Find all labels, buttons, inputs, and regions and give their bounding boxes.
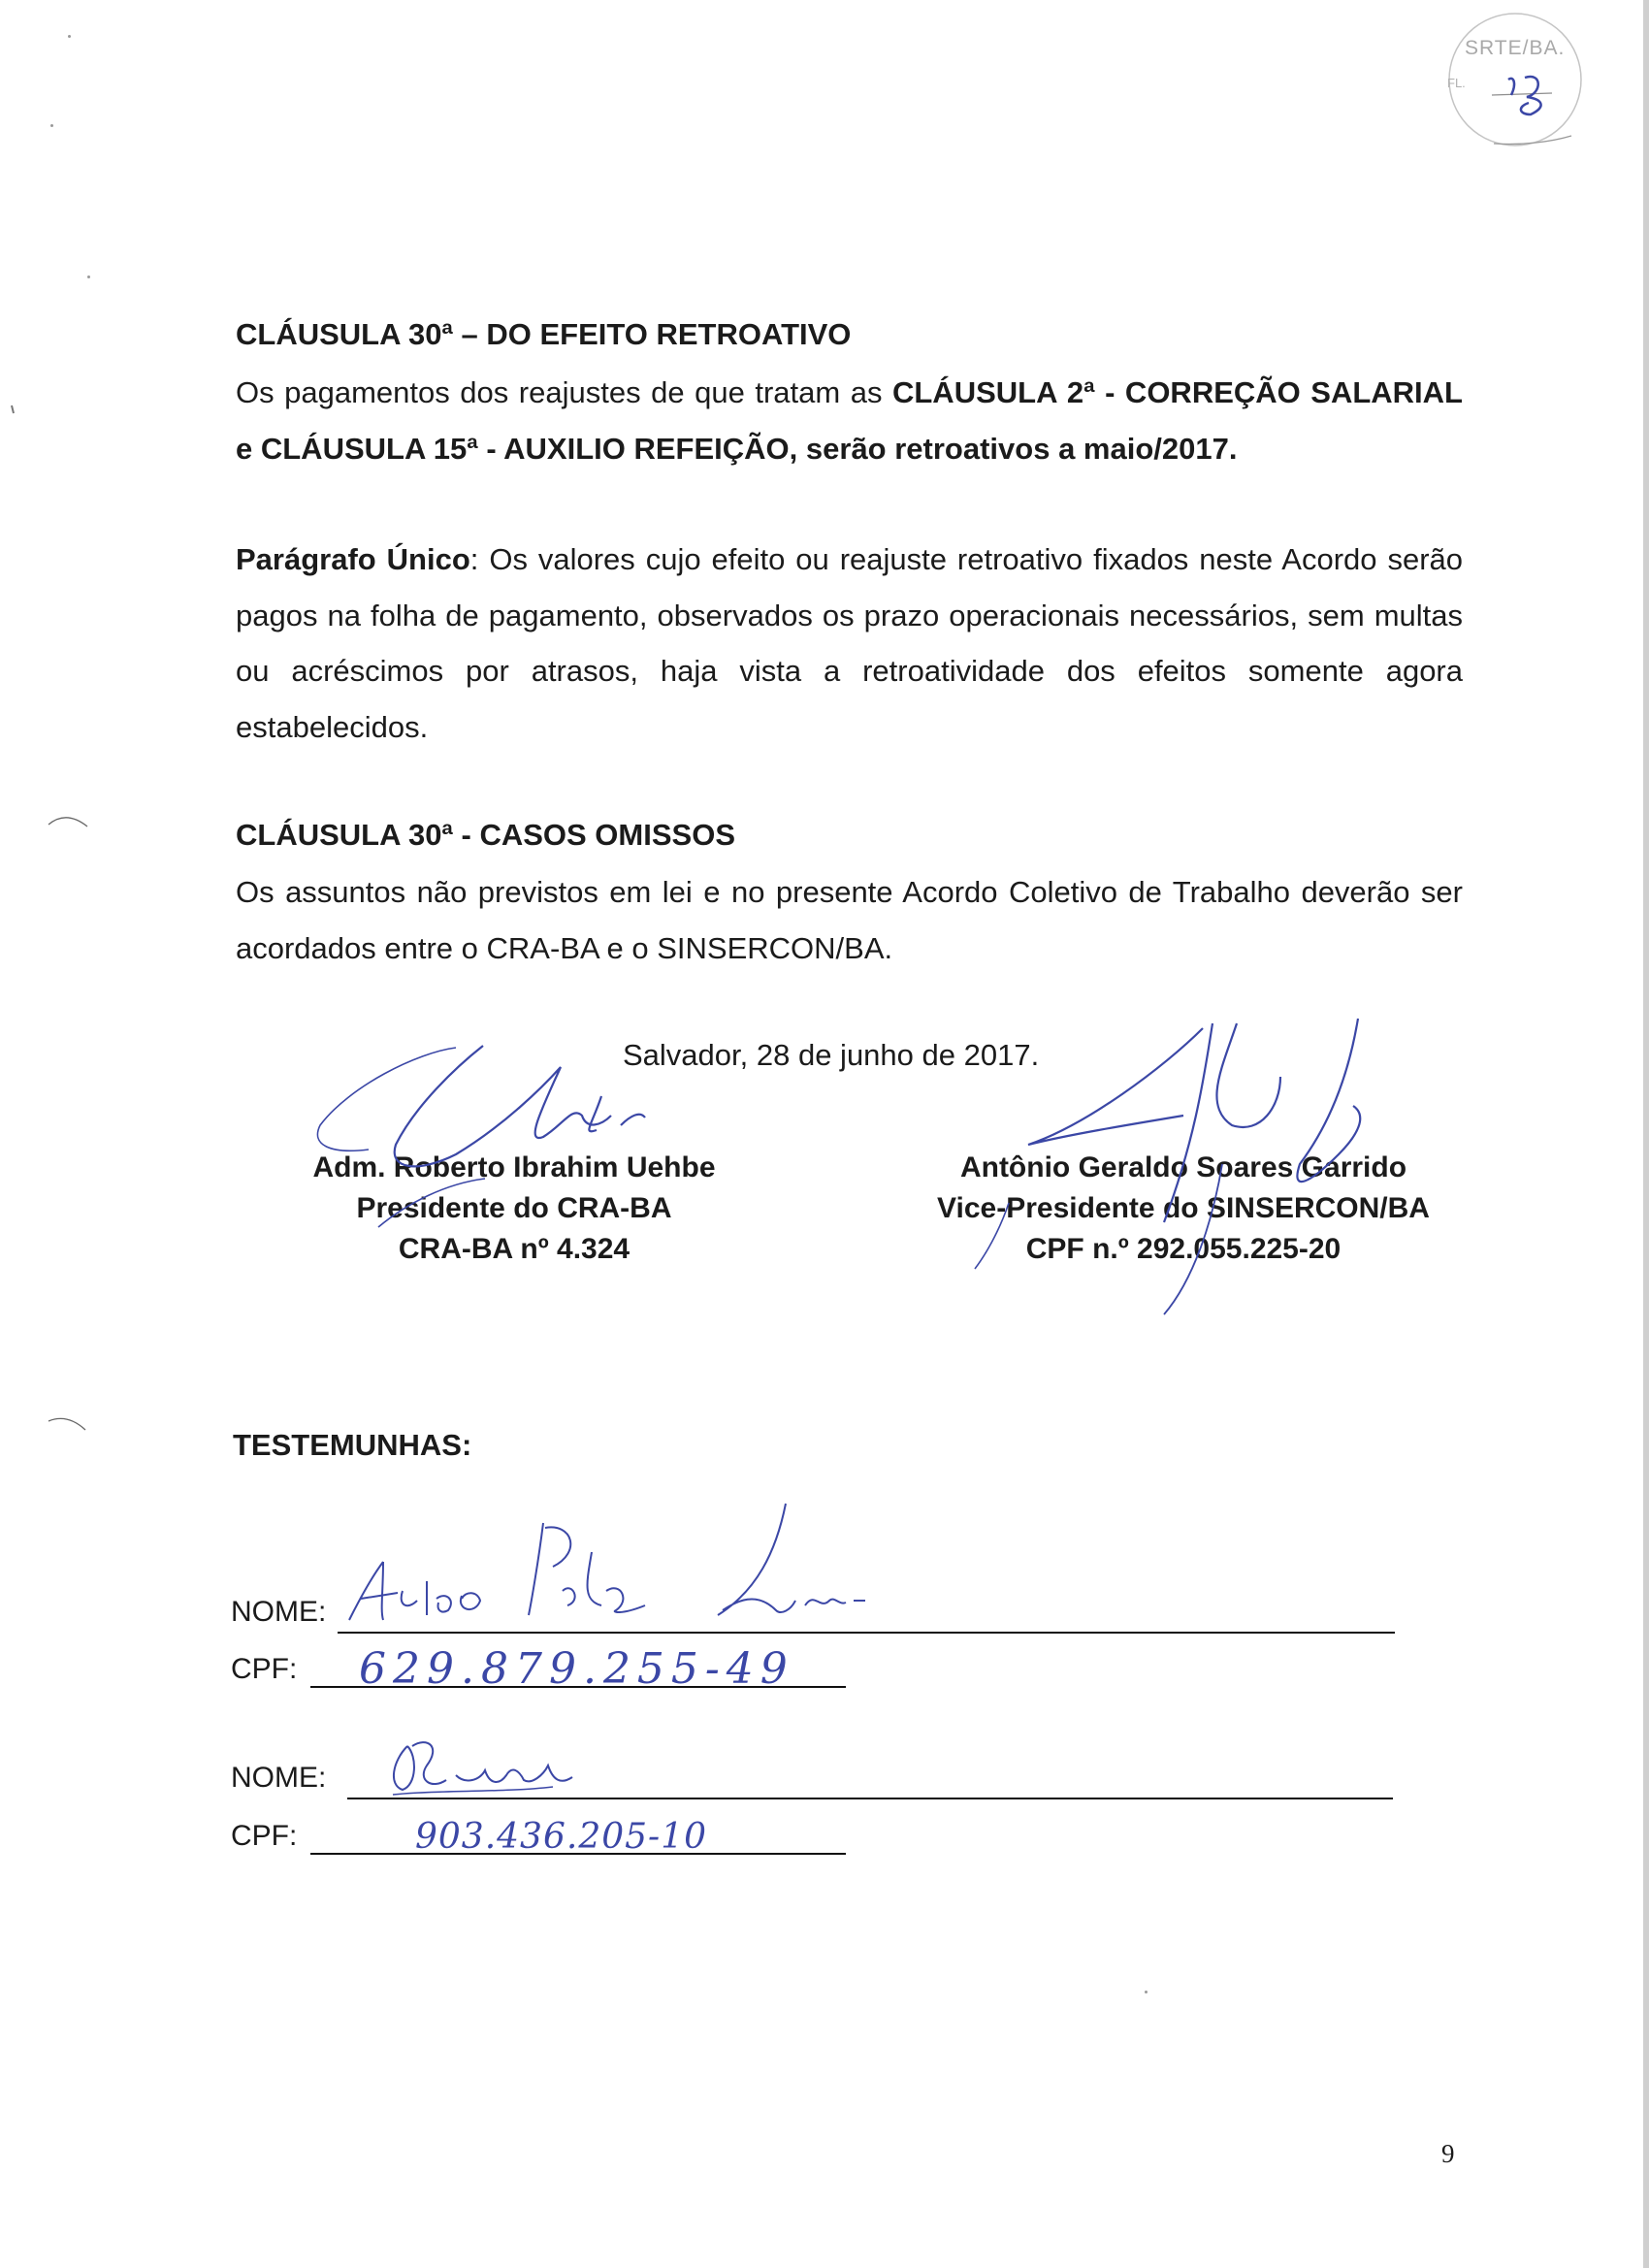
witness-2-cpf-line xyxy=(310,1853,846,1855)
scan-speck xyxy=(50,124,53,127)
sole-paragraph-text: : Os valores cujo efeito ou reajuste retroativo fixados neste Acordo serão pagos na folha de pagamento, observados os prazo operacionais necessários, sem multas ou acréscimos por atrasos, haja vista a retroatividade dos efeitos somente agora estabelecidos. xyxy=(236,542,1463,744)
witness-2-cpf-label: CPF: xyxy=(231,1820,298,1852)
signatory-left-name: Adm. Roberto Ibrahim Uehbe xyxy=(312,1151,716,1183)
signatory-right-registration: CPF n.º 292.055.225-20 xyxy=(1025,1233,1342,1265)
witness-2-name-line xyxy=(347,1798,1393,1799)
signatory-right-name: Antônio Geraldo Soares Garrido xyxy=(959,1151,1407,1183)
signatory-right xyxy=(883,1148,1484,1270)
clause-retroactive-body xyxy=(236,365,1463,476)
signatory-right-role: Vice-Presidente do SINSERCON/BA xyxy=(937,1192,1430,1224)
scan-speck xyxy=(68,35,71,38)
scan-speck xyxy=(1145,1991,1148,1993)
witness-1-cpf-line xyxy=(310,1686,846,1688)
sole-paragraph-label: Parágrafo Único xyxy=(236,542,470,576)
scan-edge xyxy=(1643,0,1649,2268)
witnesses-title: TESTEMUNHAS: xyxy=(233,1428,472,1462)
clause-omissions-heading: CLÁUSULA 30ª - CASOS OMISSOS xyxy=(236,818,735,852)
stamp-text: SRTE/BA. xyxy=(1465,37,1566,59)
clause-retroactive-heading: CLÁUSULA 30ª – DO EFEITO RETROATIVO xyxy=(236,317,852,351)
scan-speck xyxy=(87,275,90,278)
page-number: 9 xyxy=(1441,2139,1455,2168)
witness-1-cpf-label: CPF: xyxy=(231,1653,298,1685)
stamp-sheet-label: FL. xyxy=(1447,76,1466,90)
witness-2-cpf-handwritten: 903.436.205-10 xyxy=(415,1817,707,1857)
clause-retroactive-body-bold: CLÁUSULA 2ª - CORREÇÃO SALARIAL e CLÁUSULA 15ª - AUXILIO REFEIÇÃO, serão retroativos a maio/2017. xyxy=(236,375,1463,466)
clause-retroactive-body-text: Os pagamentos dos reajustes de que tratam as xyxy=(236,375,892,409)
clause-omissions-body: Os assuntos não previstos em lei e no presente Acordo Coletivo de Trabalho deverão ser acordados entre o CRA-BA e o SINSERCON/BA. xyxy=(236,875,1463,965)
witness-2-name-label: NOME: xyxy=(231,1762,327,1794)
witness-1-cpf-handwritten: 629.879.255-49 xyxy=(359,1644,794,1694)
witness-1-name-line xyxy=(338,1632,1395,1634)
witness-1-name-label: NOME: xyxy=(231,1596,327,1628)
signatory-left-registration: CRA-BA nº 4.324 xyxy=(398,1233,630,1265)
signatory-left xyxy=(242,1148,786,1270)
sole-paragraph xyxy=(236,532,1463,755)
place-date: Salvador, 28 de junho de 2017. xyxy=(623,1038,1040,1072)
signatory-left-role: Presidente do CRA-BA xyxy=(356,1192,672,1224)
